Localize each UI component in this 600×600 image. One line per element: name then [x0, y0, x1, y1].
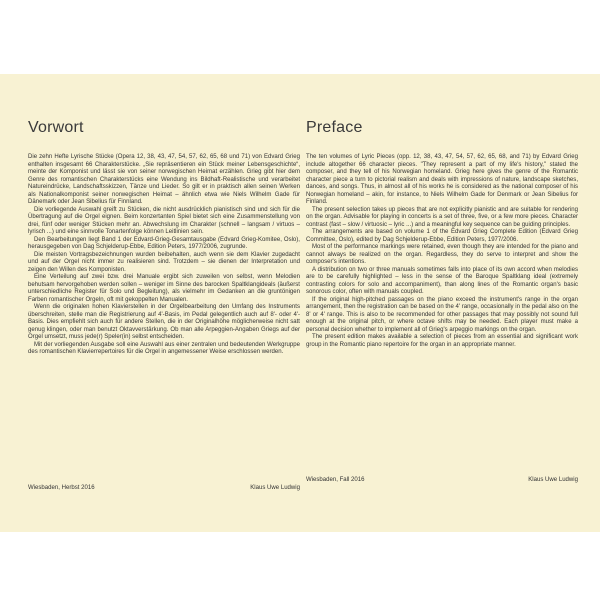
place-date: Wiesbaden, Fall 2016	[306, 477, 365, 483]
paragraph: Most of the performance markings were retained, even though they are intended for the piano and cannot always be realized on the organ. Regardless, they do serve to interpret and show the composer's intentions.	[306, 244, 578, 265]
paragraph: The arrangements are based on volume 1 of the Edvard Grieg Complete Edition (Edvard Grieg Committee, Oslo), edited by Dag Schjelderup-Ebbe, Edition Peters, 1977/2006.	[306, 229, 578, 243]
paragraph: Wenn die originalen hohen Klavierstellen in der Orgelbearbeitung den Umfang des Instruments überschreiten, stelle man die Registrierung auf 4'-Basis, im Pedal gelegentlich auch auf 8'- oder 4'-Basis. Dies empfiehlt sich auch für andere Stellen, die in der Originalhöhe möglicherweise nicht satt genug klingen, oder man benutzt Oktavverstärkung. Ob man alle Arpeggien-Angaben Griegs auf der Orgel umsetzt, muss jede(r) Speler(in) selbst entscheiden.	[28, 304, 300, 340]
page-heading-vorwort: Vorwort	[28, 119, 84, 136]
author-name: Klaus Uwe Ludwig	[528, 477, 578, 483]
left-page	[28, 74, 300, 532]
right-page	[306, 74, 578, 532]
preface-body	[306, 154, 578, 349]
paragraph: A distribution on two or three manuals sometimes falls into place of its own accord when melodies are to be carefully highlighted – less in the sense of the Baroque Spaltklang ideal (extremely contrasting colors for solo and accompaniment), than along lines of the Romantic organ's basic sonorous color, often with manuals coupled.	[306, 266, 578, 295]
paragraph: Die meisten Vortragsbezeichnungen wurden beibehalten, auch wenn sie dem Klavier zugedacht und auf der Orgel nicht immer zu realisieren sind. Trotzdem – sie dienen der Interpretation und zeigen den Willen des Komponisten.	[28, 251, 300, 273]
paragraph: The present edition makes available a selection of pieces from an essential and significant work group in the Romantic piano repertoire for the organ in an appropriate manner.	[306, 334, 578, 348]
paragraph: Den Bearbeitungen liegt Band 1 der Edvard-Grieg-Gesamtausgabe (Edvard Grieg-Komitee, Oslo), herausgegeben von Dag Schjelderup-Ebbe, Edition Peters, 1977/2006, zugrunde.	[28, 236, 300, 250]
paragraph: Eine Verteilung auf zwei bzw. drei Manuale ergibt sich zuweilen von selbst, wenn Melodien behutsam hervorgehoben werden sollen – weniger im Sinne des barocken Spaltklangideals (äußerst unterschiedliche Register für Solo und Begleitung), als vielmehr im Gedanken an die gruntönigen Farben romantischer Orgeln, oft mit gekoppelten Manualen.	[28, 274, 300, 303]
paragraph: Die vorliegende Auswahl greift zu Stücken, die nicht ausdrücklich pianistisch sind und sich für die Übertragung auf die Orgel eignen. Beim konzertanten Spiel bietet sich eine Zusammenstellung von drei, fünf oder weniger Stücken mehr an. Abwechslung im Charakter (schnell – langsam / virtuos – lyrisch ...) und eine sinnvolle Tonartenfolge können Leitlinien sein.	[28, 206, 300, 235]
paragraph: If the original high-pitched passages on the piano exceed the instrument's range in the organ arrangement, then the registration can be based on the 4' range, occasionally in the pedal also on the 8' or 4' range. This is also to be recommended for other passages that may possibly not sound full enough at the original pitch, or where octave shifts may be needed. Each player must make a personal decision whether to implement all of Grieg's arpeggio markings on the organ.	[306, 296, 578, 333]
vorwort-footer	[28, 485, 300, 491]
paragraph: Mit der vorliegenden Ausgabe soll eine Auswahl aus einer zentralen und bedeutenden Werkgruppe des romantischen Klavierrepertoires für die Orgel in angemessener Weise erschlossen werden.	[28, 341, 300, 355]
preface-footer	[306, 477, 578, 483]
place-date: Wiesbaden, Herbst 2016	[28, 485, 95, 491]
paragraph: The ten volumes of Lyric Pieces (opp. 12, 38, 43, 47, 54, 57, 62, 65, 68, and 71) by Edvard Grieg include altogether 66 character pieces. "They represent a part of my life's history," stated the composer, and they tell of his Norwegian homeland. Grieg here gives the genre of the Romantic character piece a turn to pictorial realism and deals with impressions of nature, landscape sketches, dances, and songs. Thus, in almost all of his works he is considered as the national composer of his Norwegian homeland – akin, for instance, to Niels Wilhelm Gade for Denmark or Jean Sibelius for Finland.	[306, 154, 578, 205]
author-name: Klaus Uwe Ludwig	[250, 485, 300, 491]
book-spread	[0, 74, 600, 532]
paragraph: The present selection takes up pieces that are not explicitly pianistic and are suitable for rendering on the organ. Advisable for playing in concerts is a set of three, five, or a few more pieces. Character contrast (fast – slow / virtuosic – lyric ...) and a meaningful key sequence can be guiding principles.	[306, 206, 578, 228]
vorwort-body	[28, 154, 300, 357]
paragraph: Die zehn Hefte Lyrische Stücke (Opera 12, 38, 43, 47, 54, 57, 62, 65, 68 und 71) von Edvard Grieg enthalten insgesamt 66 Charakterstücke. „Sie repräsentieren ein Stück meiner Lebensgeschichte“, meinte der Komponist und lässt sie von seiner norwegischen Heimat erzählen. Grieg gibt hier dem Genre des romantischen Charakterstücks eine Wendung ins Bildhaft-Realistische und verarbeitet Natureindrücke, Landschaftsskizzen, Tänze und Lieder. So gilt er in praktisch allen seinen Werken als Nationalkomponist seiner norwegischen Heimat – ähnlich etwa wie Niels Wilhelm Gade für Dänemark oder Jean Sibelius für Finnland.	[28, 154, 300, 205]
page-heading-preface: Preface	[306, 119, 363, 136]
